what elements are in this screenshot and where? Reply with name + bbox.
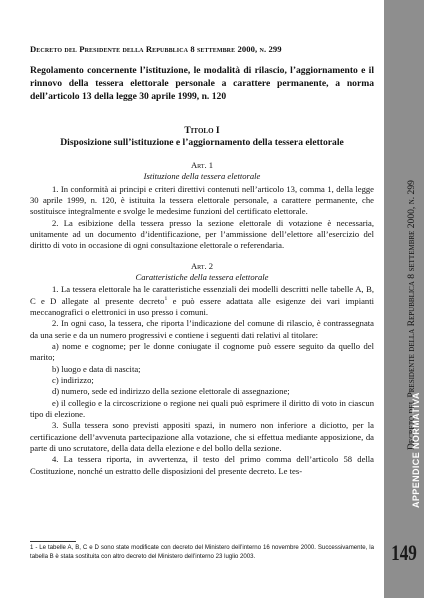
page-number: 149 — [391, 540, 417, 565]
titolo-number: Titolo I — [184, 125, 220, 137]
footnote-divider — [30, 541, 76, 542]
article-2-paragraph-4: 4. La tessera riporta, in avvertenza, il testo del primo comma dell’articolo 58 della Costituzione, nonché un estratto delle disposizioni del presente decreto. Le tes- — [30, 454, 374, 476]
main-text-column — [30, 44, 374, 477]
side-running-head-text: Decreto del Presidente della Repubblica 8 settembre 2000, n. 299 — [406, 180, 417, 450]
footnote-reference: 1 — [164, 295, 168, 302]
article-2-paragraph-1-end: e può essere adattata alle esigenze dei vari impianti meccanografici o elettronici in uso presso i comuni. — [30, 295, 374, 317]
list-item-d: d) numero, sede ed indirizzo della sezione elettorale di assegnazione; — [52, 386, 290, 397]
article-2-number: Art. 2 — [190, 260, 214, 271]
article-1-title: Istituzione della tessera elettorale — [143, 171, 261, 182]
article-2-paragraph-1 — [30, 284, 374, 318]
article-2-paragraph-3: 3. Sulla tessera sono previsti appositi spazi, in numero non inferiore a diciotto, per la certificazione dell’avvenuta partecipazione alla votazione, che si effettua mediante apposizione, da parte di uno scrutatore, della data della elezione e del bollo della sezione. — [30, 420, 374, 454]
article-2-paragraph-1-start: 1. La tessera elettorale ha le caratteristiche essenziali dei modelli descritti nelle tabelle A, B, C e D allegate al presente decreto — [30, 284, 374, 306]
titolo-heading: Disposizione sull’istituzione e l’aggiornamento della tessera elettorale — [60, 137, 344, 149]
article-1-paragraph-2: 2. La esibizione della tessera presso la sezione elettorale di votazione è necessaria, unitamente ad un documento d’identificazione, per l’ammissione dell’elettore all’esercizio del diritto di voto in occasione di ogni consultazione elettorale o referendaria. — [30, 217, 374, 251]
list-item-e: e) il collegio e la circoscrizione o regione nei quali può esprimere il diritto di voto in ciascun tipo di elezione. — [30, 397, 374, 420]
article-1-number: Art. 1 — [190, 159, 214, 170]
article-1-paragraph-1: 1. In conformità ai principi e criteri direttivi contenuti nell’articolo 13, comma 1, della legge 30 aprile 1999, n. 120, è istituita la tessera elettorale personale, a carattere permanente, che sostituisce integralmente e svolge le medesime funzioni del certificato elettorale. — [30, 183, 374, 217]
decree-title: Regolamento concernente l’istituzione, le modalità di rilascio, l’aggiornamento e il rinnovo della tessera elettorale personale a carattere permanente, a norma dell’articolo 13 della legge 30 aprile 1999, n. 120 — [30, 65, 374, 102]
list-item-b: b) luogo e data di nascita; — [52, 363, 141, 374]
list-item-c: c) indirizzo; — [52, 375, 94, 385]
article-2-title: Caratteristiche della tessera elettorale — [135, 271, 269, 282]
section-tab-label: APPENDICE NORMATIVA — [411, 392, 421, 508]
list-item-a: a) nome e cognome; per le donne coniugate il cognome può essere seguito da quello del marito; — [30, 340, 374, 363]
section-tab — [384, 360, 424, 510]
footnote: 1 - Le tabelle A, B, C e D sono state modificate con decreto del Ministero dell’interno 16 novembre 2000. Successivamente, la tabella B è stata sostituita con altro decreto del Ministero dell’interno 23 luglio 2003. — [30, 544, 374, 560]
running-head: Decreto del Presidente della Repubblica 8 settembre 2000, n. 299 — [30, 44, 282, 54]
article-2-paragraph-2: 2. In ogni caso, la tessera, che riporta l’indicazione del comune di rilascio, è contrassegnata da una serie e da un numero progressivi e contiene i seguenti dati relativi al titolare: — [30, 318, 374, 340]
